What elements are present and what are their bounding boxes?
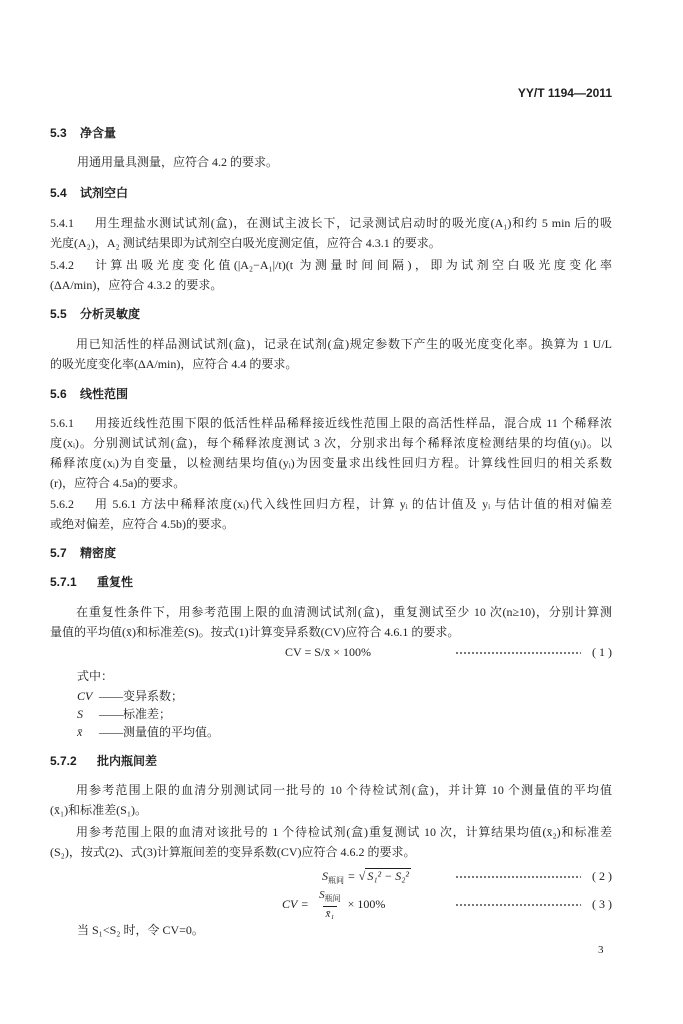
definition-text: ——变异系数； [99,689,184,703]
heading-title: 试剂空白 [80,186,129,200]
paragraph-line: 稀释浓度(xᵢ)为自变量，以检测结果均值(yᵢ)为因变量求出线性回归方程。计算线性回归的相关系数 [50,456,612,470]
paragraph-line: 度(xᵢ)。分别测试试剂(盒)，每个稀释浓度测试 3 次，分别求出每个稀释浓度检测结果的均值(yᵢ)。以 [50,436,612,450]
definition-symbol: CV [77,689,93,703]
heading-number: 5.7 [50,546,67,560]
paragraph-line: 用已知活性的样品测试试剂(盒)，记录在试剂(盒)规定参数下产生的吸光度变化率。换算为 1 U/L [76,337,612,351]
equation-label: ( 1 ) [592,645,612,659]
paragraph-line: (r)，应符合 4.5a)的要求。 [50,476,186,490]
fraction-denominator: x̄₁ [323,906,338,920]
heading-title: 净含量 [80,126,117,140]
clause-5-4-2 [50,257,612,273]
clause-number: 5.4.2 [50,258,74,272]
heading-5-5 [50,306,140,322]
eq-symbol: S [322,869,328,883]
paragraph-line: 用通用量具测量，应符合 4.2 的要求。 [77,155,279,169]
paragraph-line: 在重复性条件下，用参考范围上限的血清测试试剂(盒)，重复测试至少 10 次(n≥10)，分别计算测 [76,605,612,619]
heading-title: 重复性 [97,575,134,589]
eq-symbol: S [319,888,325,901]
heading-5-6 [50,386,128,402]
eq-radicand: S₁² − S₂² [367,869,410,883]
definition-item [77,724,219,740]
paragraph-line: 光度(A₂)，A₂ 测试结果即为试剂空白吸光度测定值，应符合 4.3.1 的要求。 [50,236,441,250]
heading-title: 线性范围 [80,387,129,401]
clause-5-6-2 [50,496,612,512]
eq-tail: × 100% [347,897,386,911]
definition-text: ——标准差； [99,707,172,721]
clause-text: 用 5.6.1 方法中稀释浓度(xᵢ)代入线性回归方程，计算 yᵢ 的估计值及 yᵢ 与估计值的相对偏差 [95,497,612,511]
leader-dots [455,868,581,884]
paragraph-line: (x̄₁)和标准差(S₁)。 [50,803,148,817]
clause-number: 5.6.1 [50,416,74,430]
heading-number: 5.6 [50,387,67,401]
eq-subscript: 瓶间 [324,893,341,903]
heading-5-7-1 [50,574,133,590]
eq-symbol: CV [282,897,298,911]
heading-title: 精密度 [80,546,117,560]
standard-code: YY/T 1194—2011 [517,86,612,100]
sqrt-symbol: √ [358,869,366,883]
heading-5-4 [50,185,128,201]
definition-symbol: S [77,707,83,721]
clause-5-6-1 [50,415,612,431]
paragraph-line: 的吸光度变化率(ΔA/min)，应符合 4.4 的要求。 [50,357,298,371]
heading-title: 分析灵敏度 [80,307,141,321]
leader-dots [455,896,581,912]
paragraph-line: 用参考范围上限的血清分别测试同一批号的 10 个待检试剂(盒)，并计算 10 个测量值的平均值 [76,783,612,797]
heading-number: 5.3 [50,126,67,140]
heading-5-7 [50,545,116,561]
eq-operator: = [348,869,355,883]
clause-text: 计算出吸光度变化值(|A₂−A₁|/t)(t 为测量时间间隔)，即为试剂空白吸光度变化率 [95,258,612,272]
clause-text: 用接近线性范围下限的低活性样品稀释接近线性范围上限的高活性样品，混合成 11 个稀释浓 [95,416,612,430]
leader-dots [455,644,581,660]
equation-1: CV = S/x̄ × 100% [285,645,371,659]
heading-number: 5.4 [50,186,67,200]
paragraph-line: 量值的平均值(x̄)和标准差(S)。按式(1)计算变异系数(CV)应符合 4.6.1 的要求。 [50,625,460,639]
equation-3 [282,890,385,918]
page-number: 3 [598,944,604,956]
equation-label: ( 2 ) [592,869,612,883]
heading-number: 5.7.2 [50,754,77,768]
paragraph-line: 用参考范围上限的血清对该批号的 1 个待检试剂(盒)重复测试 10 次，计算结果均值(x̄₂)和标准差 [76,825,612,839]
clause-text: 用生理盐水测试试剂(盒)，在测试主波长下，记录测试启动时的吸光度(A₁)和约 5 min 后的吸 [95,216,612,230]
clause-number: 5.6.2 [50,497,74,511]
paragraph-line: (S₂)，按式(2)、式(3)计算瓶间差的变异系数(CV)应符合 4.6.2 的要求。 [50,845,416,859]
paragraph-line: 或绝对偏差，应符合 4.5b)的要求。 [50,517,234,531]
heading-5-7-2 [50,753,157,769]
heading-title: 批内瓶间差 [97,754,158,768]
paragraph-line: (ΔA/min)，应符合 4.3.2 的要求。 [50,278,223,292]
definition-text: ——测量值的平均值。 [99,725,220,739]
eq-subscript: 瓶间 [328,876,344,885]
eq-operator: = [301,897,309,911]
heading-number: 5.5 [50,307,67,321]
definition-item [77,688,183,704]
fraction [316,889,344,920]
equation-label: ( 3 ) [592,897,612,911]
note-line: 当 S₁<S₂ 时，令 CV=0。 [77,923,204,937]
where-label: 式中： [77,669,114,683]
heading-5-3 [50,125,116,141]
definition-item [77,706,171,722]
heading-number: 5.7.1 [50,575,77,589]
definition-symbol: x̄ [77,725,83,739]
clause-5-4-1 [50,215,612,231]
equation-2 [322,866,411,886]
fraction-numerator [316,889,344,906]
clause-number: 5.4.1 [50,216,74,230]
